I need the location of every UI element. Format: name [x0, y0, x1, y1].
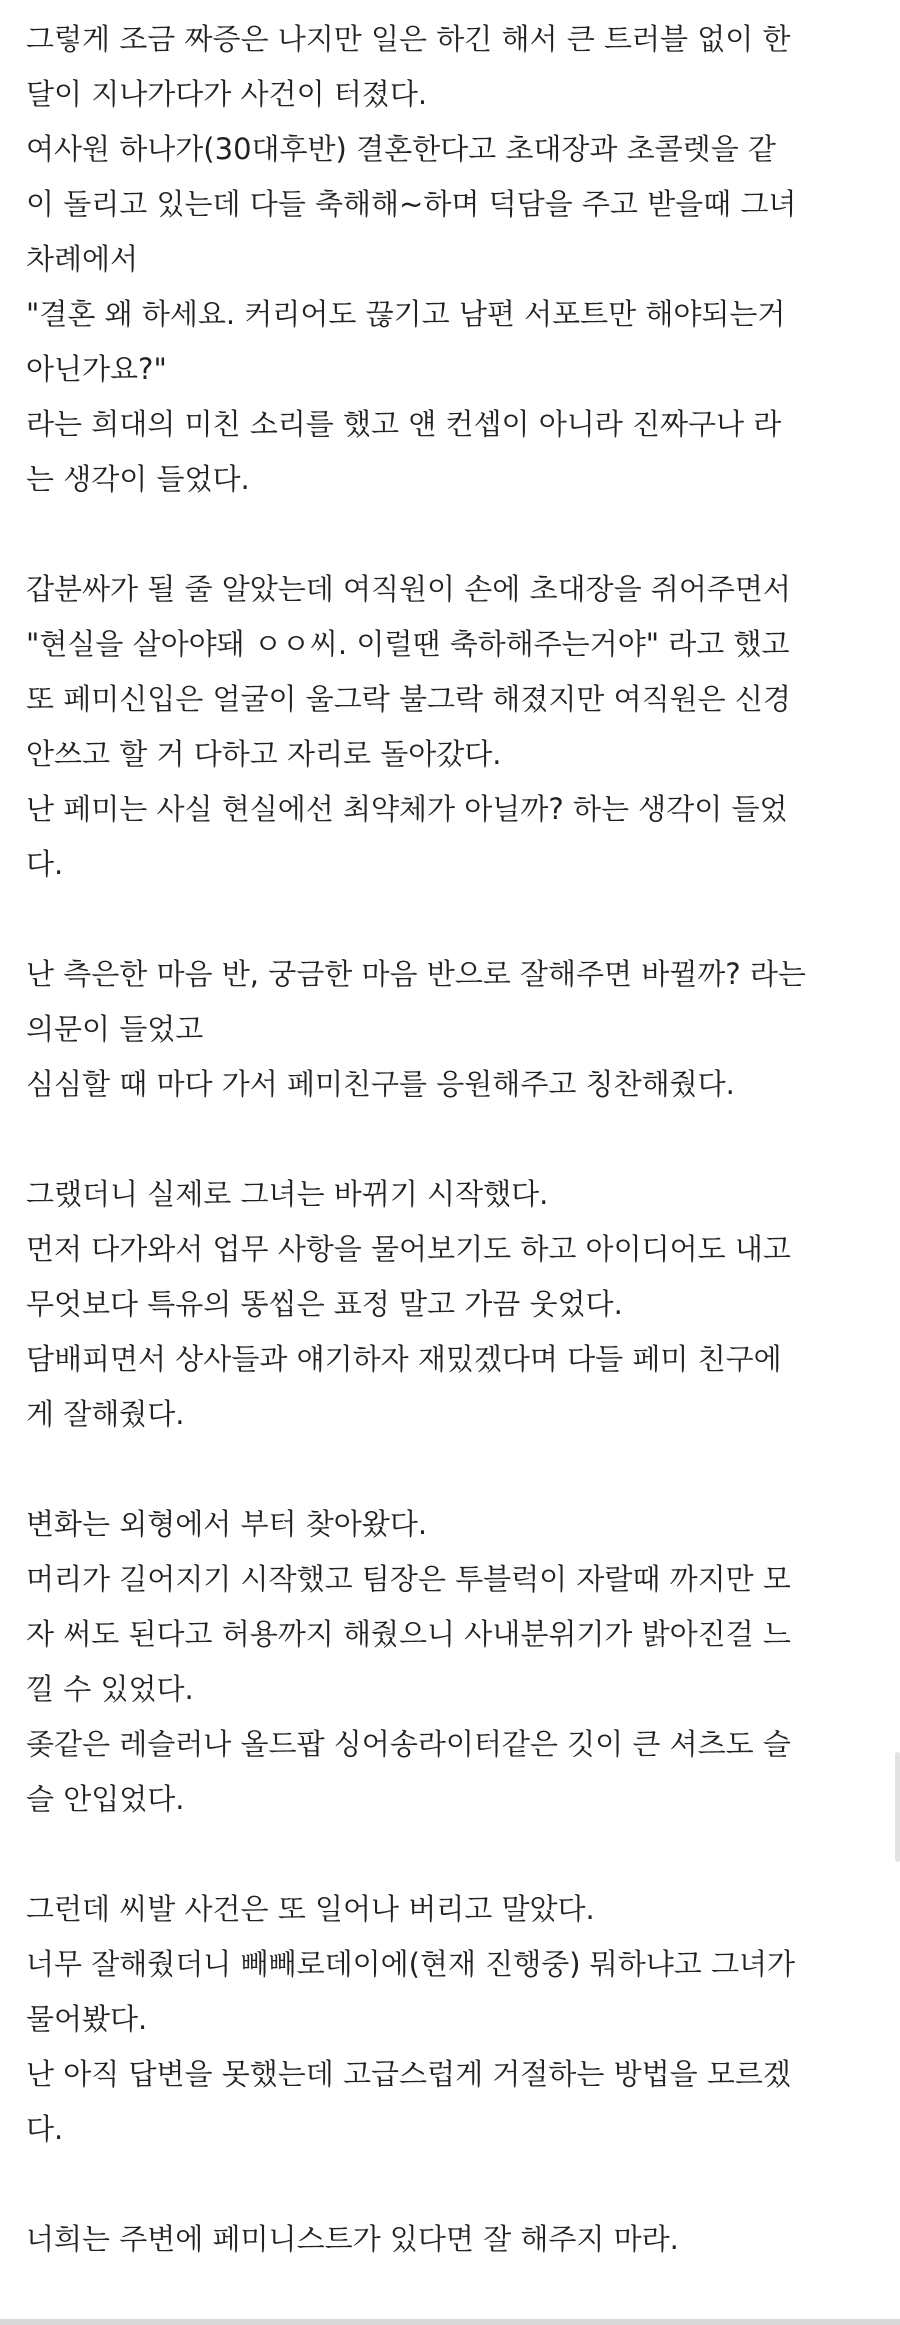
text-line: 그런데 씨발 사건은 또 일어나 버리고 말았다. — [26, 1892, 595, 1926]
paragraph — [26, 2212, 886, 2267]
text-line: 난 아직 답변을 못했는데 고급스럽게 거절하는 방법을 모르겠 — [26, 2057, 791, 2091]
text-line: 변화는 외형에서 부터 찾아왔다. — [26, 1507, 428, 1541]
text-line: 물어봤다. — [26, 2002, 148, 2036]
text-line: 심심할 때 마다 가서 페미친구를 응원해주고 칭찬해줬다. — [26, 1067, 735, 1101]
text-line: 먼저 다가와서 업무 사항을 물어보기도 하고 아이디어도 내고 — [26, 1232, 791, 1266]
text-line: 는 생각이 들었다. — [26, 462, 250, 496]
text-line: 난 페미는 사실 현실에선 최약체가 아닐까? 하는 생각이 들었 — [26, 792, 788, 826]
paragraph — [26, 947, 886, 1112]
text-line: 자 써도 된다고 허용까지 해줬으니 사내분위기가 밝아진걸 느 — [26, 1617, 791, 1651]
text-line: "결혼 왜 하세요. 커리어도 끊기고 남편 서포트만 해야되는거 — [26, 297, 786, 331]
text-line: 그랬더니 실제로 그녀는 바뀌기 시작했다. — [26, 1177, 549, 1211]
text-line: 다. — [26, 2112, 64, 2146]
text-line: 머리가 길어지기 시작했고 팀장은 투블럭이 자랄때 까지만 모 — [26, 1562, 791, 1596]
text-line: 난 측은한 마음 반, 궁금한 마음 반으로 잘해주면 바뀔까? 라는 — [26, 957, 806, 991]
text-line: 안쓰고 할 거 다하고 자리로 돌아갔다. — [26, 737, 502, 771]
article-body — [26, 12, 886, 2267]
paragraph — [26, 562, 886, 892]
paragraph — [26, 1167, 886, 1442]
text-line: 또 페미신입은 얼굴이 울그락 불그락 해졌지만 여직원은 신경 — [26, 682, 791, 716]
text-line: 슬 안입었다. — [26, 1782, 185, 1816]
text-line: 차례에서 — [26, 242, 139, 276]
text-line: 의문이 들었고 — [26, 1012, 204, 1046]
bottom-divider — [0, 2319, 900, 2325]
text-line: 좆같은 레슬러나 올드팝 싱어송라이터같은 깃이 큰 셔츠도 슬 — [26, 1727, 791, 1761]
text-line: 달이 지나가다가 사건이 터졌다. — [26, 77, 428, 111]
paragraph — [26, 1497, 886, 1827]
scrollbar-thumb[interactable] — [895, 1752, 900, 1862]
text-line: 라는 희대의 미친 소리를 했고 얜 컨셉이 아니라 진짜구나 라 — [26, 407, 782, 441]
text-line: 너희는 주변에 페미니스트가 있다면 잘 해주지 마라. — [26, 2222, 679, 2256]
text-line: 너무 잘해줬더니 빼빼로데이에(현재 진행중) 뭐하냐고 그녀가 — [26, 1947, 796, 1981]
paragraph — [26, 12, 886, 507]
paragraph — [26, 1882, 886, 2157]
text-line: 이 돌리고 있는데 다들 축해해~하며 덕담을 주고 받을때 그녀 — [26, 187, 797, 221]
text-line: 그렇게 조금 짜증은 나지만 일은 하긴 해서 큰 트러블 없이 한 — [26, 22, 791, 56]
text-line: 여사원 하나가(30대후반) 결혼한다고 초대장과 초콜렛을 같 — [26, 132, 776, 166]
text-line: 갑분싸가 될 줄 알았는데 여직원이 손에 초대장을 쥐어주면서 — [26, 572, 791, 606]
text-line: 낄 수 있었다. — [26, 1672, 194, 1706]
text-line: "현실을 살아야돼 ㅇㅇ씨. 이럴땐 축하해주는거야" 라고 했고 — [26, 627, 790, 661]
text-line: 게 잘해줬다. — [26, 1397, 185, 1431]
text-line: 아닌가요?" — [26, 352, 167, 386]
text-line: 무엇보다 특유의 똥씹은 표정 말고 가끔 웃었다. — [26, 1287, 623, 1321]
text-line: 담배피면서 상사들과 얘기하자 재밌겠다며 다들 페미 친구에 — [26, 1342, 782, 1376]
text-line: 다. — [26, 847, 64, 881]
